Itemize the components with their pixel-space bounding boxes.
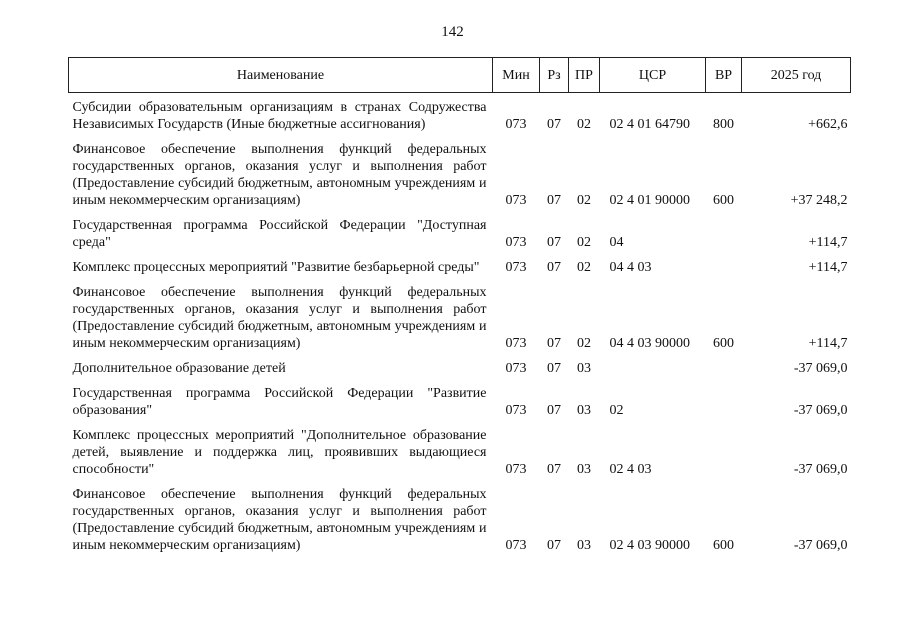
header-csr: ЦСР [600,58,706,93]
row-csr: 04 4 03 90000 [609,336,690,351]
row-min: 073 [505,193,527,208]
table-row [69,385,851,427]
table-row [69,217,851,259]
row-amount: -37 069,0 [793,462,848,477]
row-amount: +114,7 [808,260,848,275]
row-rz: 07 [547,117,561,132]
row-min: 073 [505,336,527,351]
row-name: Комплекс процессных мероприятий "Дополнительное образование детей, выявление и поддержка лиц, проявивших выдающиеся способности" [72,428,487,477]
row-name: Финансовое обеспечение выполнения функций федеральных государственных органов, оказания услуг и выполнения работ (Предоставление субсидий бюджетным, автономным учреждениям и иным некоммерческим организациям) [72,142,487,208]
row-csr: 02 [609,403,624,418]
row-rz: 07 [547,336,561,351]
row-min: 073 [505,538,527,553]
row-vr [706,385,742,427]
table-row [69,259,851,284]
row-vr [706,360,742,385]
table-row [69,486,851,562]
row-pr: 03 [577,538,591,553]
table-row [69,93,851,142]
header-vr: ВР [706,58,742,93]
header-min: Мин [493,58,540,93]
table-row [69,141,851,217]
table-row [69,427,851,486]
row-min: 073 [505,403,527,418]
row-amount: -37 069,0 [793,538,848,553]
row-csr: 02 4 01 90000 [609,193,690,208]
row-pr: 03 [577,361,591,376]
row-rz: 07 [547,462,561,477]
budget-table [68,57,851,562]
row-amount: +37 248,2 [790,193,848,208]
row-rz: 07 [547,235,561,250]
row-amount: -37 069,0 [793,403,848,418]
row-csr: 04 4 03 [609,260,652,275]
row-vr: 800 [713,117,734,132]
row-amount: -37 069,0 [793,361,848,376]
row-name: Финансовое обеспечение выполнения функций федеральных государственных органов, оказания услуг и выполнения работ (Предоставление субсидий бюджетным, автономным учреждениям и иным некоммерческим организациям) [72,487,487,553]
row-pr: 02 [577,117,591,132]
row-name: Комплекс процессных мероприятий "Развитие безбарьерной среды" [72,260,480,275]
row-vr [706,217,742,259]
row-rz: 07 [547,260,561,275]
row-pr: 02 [577,260,591,275]
row-rz: 07 [547,538,561,553]
header-year: 2025 год [742,58,851,93]
row-csr [600,360,706,385]
row-name: Субсидии образовательным организациям в странах Содружества Независимых Государств (Иные бюджетные ассигнования) [72,100,487,132]
row-vr: 600 [713,336,734,351]
row-min: 073 [505,117,527,132]
row-name: Государственная программа Российской Федерации "Развитие образования" [72,386,487,418]
row-name: Финансовое обеспечение выполнения функций федеральных государственных органов, оказания услуг и выполнения работ (Предоставление субсидий бюджетным, автономным учреждениям и иным некоммерческим организациям) [72,285,487,351]
row-csr: 04 [609,235,624,250]
row-rz: 07 [547,193,561,208]
row-name: Государственная программа Российской Федерации "Доступная среда" [72,218,487,250]
row-pr: 03 [577,462,591,477]
table-header-row [69,58,851,93]
row-pr: 03 [577,403,591,418]
header-name: Наименование [69,58,493,93]
row-name: Дополнительное образование детей [72,361,286,376]
row-amount: +114,7 [808,336,848,351]
row-csr: 02 4 03 90000 [609,538,690,553]
page-number: 142 [441,24,464,40]
table-row [69,360,851,385]
row-vr: 600 [713,538,734,553]
row-rz: 07 [547,403,561,418]
row-amount: +662,6 [808,117,848,132]
row-pr: 02 [577,193,591,208]
row-min: 073 [505,260,527,275]
row-vr: 600 [713,193,734,208]
row-min: 073 [505,361,527,376]
row-amount: +114,7 [808,235,848,250]
row-pr: 02 [577,336,591,351]
table-row [69,284,851,360]
row-csr: 02 4 03 [609,462,652,477]
header-pr: ПР [569,58,600,93]
row-vr [706,259,742,284]
row-csr: 02 4 01 64790 [609,117,690,132]
row-min: 073 [505,235,527,250]
row-pr: 02 [577,235,591,250]
row-vr [706,427,742,486]
header-rz: Рз [540,58,569,93]
row-min: 073 [505,462,527,477]
row-rz: 07 [547,361,561,376]
